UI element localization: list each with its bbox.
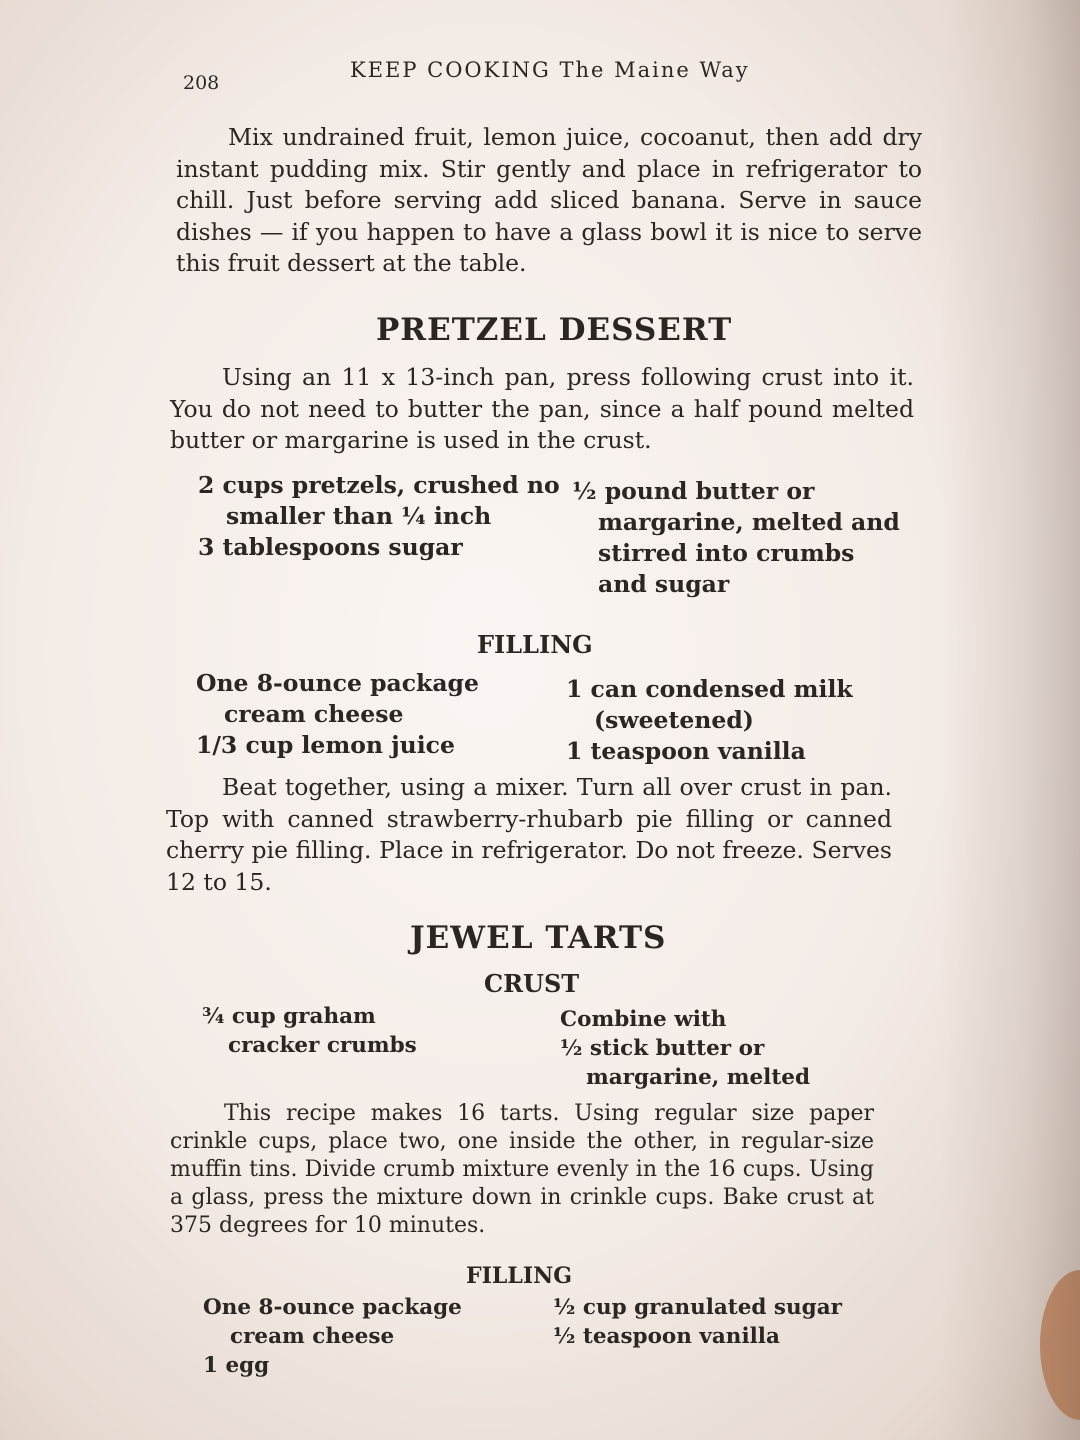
pretzel-filling-left	[196, 668, 479, 761]
ingredient: (sweetened)	[594, 706, 754, 734]
page-number: 208	[183, 72, 220, 94]
ingredient: 1 can condensed milk	[566, 675, 853, 703]
running-header: KEEP COOKING The Maine Way	[350, 58, 750, 82]
pretzel-crust-left	[198, 470, 560, 563]
ingredient: One 8-ounce package	[196, 669, 479, 697]
jewel-crust-right	[560, 1005, 810, 1092]
ingredient: 2 cups pretzels, crushed no	[198, 471, 560, 499]
ingredient: 1 teaspoon vanilla	[566, 737, 806, 765]
pretzel-crust-right	[572, 476, 900, 600]
ingredient: ½ teaspoon vanilla	[553, 1324, 780, 1349]
ingredient: ¾ cup graham	[202, 1004, 376, 1029]
ingredient: 1/3 cup lemon juice	[196, 731, 455, 759]
ingredient: and sugar	[598, 570, 730, 598]
ingredient: margarine, melted	[586, 1065, 810, 1090]
ingredient: ½ pound butter or	[572, 477, 815, 505]
pretzel-instructions-text: Using an 11 x 13-inch pan, press following crust into it. You do not need to butter the pan, since a half pound melted butter or margarine is used in the crust.	[170, 363, 914, 454]
pretzel-dessert-title: PRETZEL DESSERT	[376, 312, 733, 348]
jewel-filling-right	[553, 1293, 842, 1351]
pretzel-filling-heading: FILLING	[477, 630, 593, 659]
ingredient: smaller than ¼ inch	[226, 502, 492, 530]
ingredient: 3 tablespoons sugar	[198, 533, 463, 561]
ingredient: ½ stick butter or	[560, 1036, 765, 1061]
pretzel-directions	[166, 772, 892, 898]
jewel-directions-text: This recipe makes 16 tarts. Using regular size paper crinkle cups, place two, one inside the other, in regular-size muffin tins. Divide crumb mixture evenly in the 16 cups. Using a glass, press the mixture down in crinkle cups. Bake crust at 375 degrees for 10 minutes.	[170, 1101, 874, 1238]
ingredient: stirred into crumbs	[598, 539, 855, 567]
ingredient: One 8-ounce package	[203, 1295, 462, 1320]
intro-text: Mix undrained fruit, lemon juice, cocoanut, then add dry instant pudding mix. Stir gently and place in refrigerator to chill. Just before serving add sliced banana. Serve in sauce dishes — if you happen to have a glass bowl it is nice to serve this fruit dessert at the table.	[176, 123, 922, 277]
jewel-filling-heading: FILLING	[466, 1263, 573, 1289]
jewel-crust-left	[202, 1002, 417, 1060]
ingredient: cream cheese	[224, 700, 404, 728]
page-corner-shadow	[1040, 1270, 1080, 1420]
ingredient: margarine, melted and	[598, 508, 900, 536]
intro-paragraph	[176, 122, 922, 280]
ingredient: cracker crumbs	[228, 1033, 417, 1058]
ingredient: 1 egg	[203, 1353, 270, 1378]
jewel-directions	[170, 1100, 874, 1240]
jewel-crust-heading: CRUST	[484, 969, 580, 998]
ingredient: cream cheese	[230, 1324, 395, 1349]
pretzel-directions-text: Beat together, using a mixer. Turn all over crust in pan. Top with canned strawberry-rhubarb pie filling or canned cherry pie filling. Place in refrigerator. Do not freeze. Serves 12 to 15.	[166, 773, 892, 896]
jewel-filling-left	[203, 1293, 462, 1380]
pretzel-filling-right	[566, 674, 853, 767]
pretzel-instructions	[170, 362, 914, 457]
ingredient: Combine with	[560, 1007, 727, 1032]
jewel-tarts-title: JEWEL TARTS	[410, 920, 667, 956]
ingredient: ½ cup granulated sugar	[553, 1295, 842, 1320]
